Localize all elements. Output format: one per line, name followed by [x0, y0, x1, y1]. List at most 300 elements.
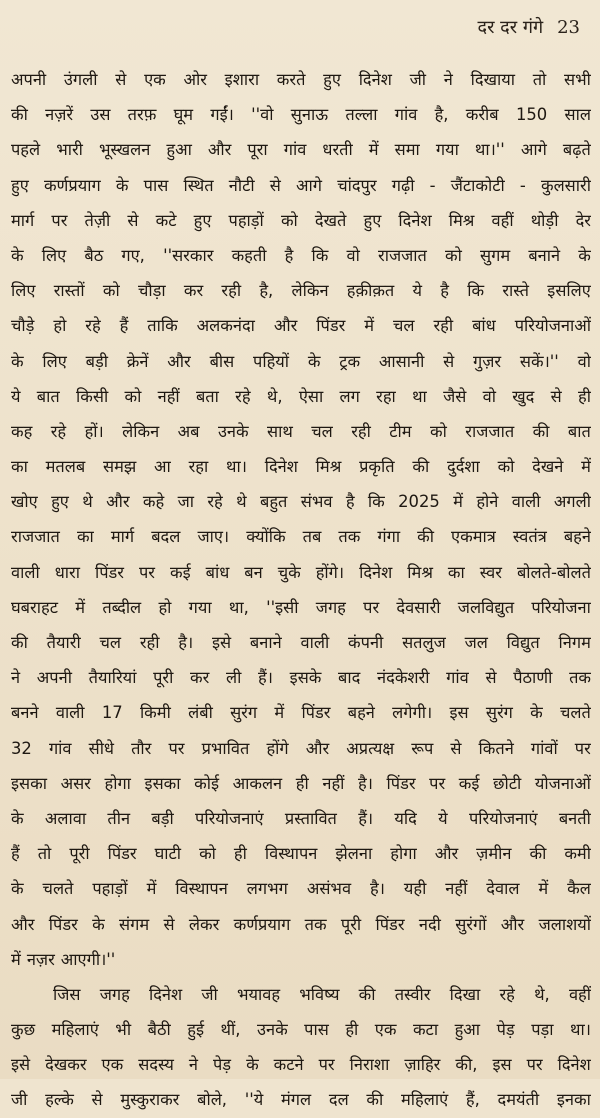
word: होगा: [390, 844, 417, 864]
word: विद्युत: [506, 633, 540, 652]
word: रही: [351, 421, 371, 441]
word: दुर्दशा: [446, 457, 480, 477]
word: ने: [188, 1055, 198, 1075]
word: लेकिन: [122, 421, 160, 441]
text-line: [11, 97, 591, 132]
text-line: [11, 836, 591, 871]
word: पास: [304, 1020, 329, 1040]
word: हल्के: [45, 1090, 74, 1110]
word: वाली: [55, 703, 85, 723]
word: जी: [11, 1090, 28, 1110]
word: में: [538, 879, 549, 899]
word: असंभव: [306, 879, 352, 899]
word: ली: [226, 668, 242, 688]
word: करते: [276, 70, 306, 89]
word: गांवों: [530, 738, 558, 758]
word: बहुत: [259, 492, 288, 512]
word: पास: [143, 175, 169, 195]
word: के: [307, 351, 321, 371]
word: से: [115, 70, 127, 89]
word: रहे: [499, 984, 515, 1004]
word: तैयारियां: [88, 668, 137, 688]
word: पर: [574, 738, 591, 758]
word: चौड़े: [11, 316, 35, 336]
word: कमी: [564, 844, 591, 864]
word: हुए: [363, 210, 382, 230]
word: गुज़र: [473, 351, 502, 371]
word: है।: [358, 773, 373, 793]
word: ''वो: [251, 105, 274, 125]
word: की: [412, 457, 430, 477]
word: रहे: [235, 386, 251, 406]
word: की: [529, 844, 547, 864]
word: कटा: [412, 1020, 439, 1040]
word: भयावह: [236, 984, 281, 1004]
word: राजजात: [378, 245, 427, 265]
word: पर: [318, 1055, 335, 1075]
word: रहा: [376, 386, 396, 406]
word: इसे: [211, 633, 232, 652]
word: कर: [183, 281, 204, 301]
word: सुनाऊ: [290, 105, 329, 125]
word: में: [368, 140, 379, 160]
word: कटने: [273, 1055, 304, 1075]
word: रही: [221, 281, 242, 301]
word: पिंडर: [375, 914, 405, 934]
word: करीब: [465, 105, 499, 125]
word: भविष्य: [299, 984, 340, 1004]
word: रही: [139, 633, 160, 652]
word: में: [146, 879, 157, 899]
word: झेलना: [335, 844, 373, 864]
word: कैल: [567, 879, 591, 899]
word: गए,: [121, 245, 145, 265]
word: रूप: [411, 738, 434, 758]
word: कर्णप्रयाग: [43, 175, 101, 195]
text-line: [11, 731, 591, 766]
word: ये: [438, 808, 448, 828]
word: बैठी: [147, 1020, 171, 1040]
word: के: [11, 245, 24, 265]
word: थे: [236, 492, 247, 512]
word: नौटी: [228, 175, 255, 195]
word: बोलते-बोलते: [516, 562, 591, 582]
word: चौड़ा: [137, 281, 166, 301]
word: आसानी: [378, 351, 425, 371]
word: साल: [564, 105, 591, 125]
word: अलावा: [44, 808, 87, 828]
word: था।: [226, 457, 247, 477]
word: नहीं: [322, 773, 345, 793]
word: जैंटाकोटी: [450, 175, 505, 195]
word: हुए: [193, 210, 212, 230]
word: थे,: [266, 386, 283, 406]
word: ''इसी: [266, 597, 299, 617]
word: जैसे: [443, 386, 467, 406]
word: छोटी: [493, 773, 522, 793]
word: विस्थापन: [264, 844, 318, 864]
word: में: [581, 457, 591, 477]
word: देखने: [532, 457, 564, 477]
word: लिए: [42, 351, 67, 371]
word: दल: [328, 1090, 349, 1110]
word: बहने: [347, 703, 375, 723]
word: स्थित: [183, 175, 214, 195]
word: वो: [577, 351, 591, 371]
word: पहाड़ों: [228, 210, 264, 230]
word: अपनी: [36, 668, 72, 688]
word: आकलन: [232, 773, 283, 793]
text-line: [11, 977, 591, 1012]
word: ही: [345, 1020, 359, 1040]
word: जगह: [315, 597, 346, 617]
word: -: [429, 175, 436, 195]
word: दमयंती: [497, 1090, 540, 1110]
word: कटे: [155, 210, 177, 230]
word: मंगल: [281, 1090, 312, 1110]
word: को: [102, 281, 120, 301]
text-line: [11, 625, 591, 660]
word: बड़ी: [85, 351, 108, 371]
word: की: [11, 105, 28, 125]
word: का: [11, 457, 28, 477]
word: नहीं: [445, 879, 468, 899]
word: किमी: [139, 703, 171, 723]
word: संगम: [119, 914, 150, 934]
word: रहे: [85, 316, 101, 336]
word: प्रकृति: [359, 457, 395, 477]
word: ये: [11, 386, 21, 406]
word: अपनी: [11, 70, 47, 89]
word: आगे: [520, 140, 547, 160]
text-line: [11, 414, 591, 449]
word: लगेगी।: [392, 703, 433, 723]
word: परियोजना: [531, 597, 591, 617]
word: मार्ग: [110, 527, 135, 547]
word: चलते: [42, 879, 74, 899]
word: रही: [433, 316, 454, 336]
word: योजनाओं: [534, 773, 591, 793]
word: गांव: [446, 668, 469, 688]
text-line: [11, 1012, 591, 1047]
word: राजजात: [465, 421, 515, 441]
word: और: [273, 316, 298, 336]
word: होंगे।: [315, 562, 345, 582]
word: हैं: [119, 316, 129, 336]
word: इसे: [11, 1055, 31, 1075]
word: तक: [338, 527, 361, 547]
word: बहने: [563, 527, 591, 547]
word: सुगम: [480, 245, 511, 265]
word: एक: [144, 70, 166, 89]
word: -: [519, 175, 526, 195]
word: कुछ: [11, 1020, 36, 1040]
text-line: [11, 1082, 591, 1117]
word: चलते: [560, 703, 591, 723]
word: जाए।: [197, 527, 230, 547]
word: हो: [158, 597, 172, 617]
word: होगा: [104, 773, 131, 793]
word: इसके: [289, 668, 322, 688]
word: एक: [101, 1055, 124, 1075]
word: इसलिए: [547, 281, 591, 301]
word: को: [199, 844, 216, 864]
word: पहले: [11, 140, 41, 160]
word: मतलब: [45, 457, 86, 477]
word: हुआ: [454, 1020, 481, 1040]
word: बन: [244, 562, 263, 582]
word: ''ये: [244, 1090, 264, 1110]
word: थोड़ी: [530, 210, 559, 230]
word: मिश्र: [315, 457, 342, 477]
word: आगे: [296, 175, 323, 195]
word: अगली: [553, 492, 591, 512]
word: की: [417, 527, 434, 547]
word: पिंडर: [316, 316, 346, 336]
word: जी: [409, 70, 427, 89]
word: की: [366, 1090, 384, 1110]
word: बोले,: [197, 1090, 228, 1110]
word: वाली: [11, 562, 40, 582]
word: पर: [526, 1055, 543, 1075]
word: दिनेश: [148, 984, 183, 1004]
word: पिंडर: [94, 562, 124, 582]
word: आ: [154, 457, 171, 477]
word: हुआ: [166, 140, 192, 160]
word: कह: [11, 421, 33, 441]
word: बैठ: [84, 245, 104, 265]
word: पर: [138, 562, 155, 582]
word: थीं,: [220, 1020, 241, 1040]
word: लेकर: [188, 914, 220, 934]
text-line: [11, 555, 591, 590]
word: लंबी: [188, 703, 213, 723]
word: निराशा: [349, 1055, 390, 1075]
word: अलकनंदा: [196, 316, 255, 336]
word: कहती: [231, 245, 267, 265]
word: संभव: [300, 492, 333, 512]
word: बढ़ते: [562, 140, 591, 160]
word: की,: [455, 1055, 478, 1075]
word: दिखाया: [470, 70, 515, 89]
word: इस: [492, 1055, 512, 1075]
word: सुरंग: [230, 703, 258, 723]
page-number: 23: [557, 16, 580, 38]
word: अप्रत्यक्ष: [346, 738, 395, 758]
word: ऐसा: [298, 386, 324, 406]
word: ने: [11, 668, 21, 688]
word: हैं।: [358, 808, 374, 828]
word: गईं।: [210, 105, 234, 125]
word: पहियों: [253, 351, 290, 371]
word: देवाल: [486, 879, 520, 899]
word: था।'': [474, 140, 505, 160]
word: ताकि: [147, 316, 178, 336]
word: घाटी: [154, 844, 182, 864]
word: और: [167, 351, 191, 371]
word: लग: [339, 386, 360, 406]
word: को: [445, 245, 462, 265]
word: यही: [403, 879, 427, 899]
word: यदि: [394, 808, 417, 828]
word: 32: [11, 738, 32, 758]
word: से: [91, 1090, 103, 1110]
word: समझ: [103, 457, 137, 477]
word: राजजात: [11, 527, 60, 547]
word: पिंडर: [48, 914, 78, 934]
word: सुरंग: [485, 703, 513, 723]
word: पूरी: [340, 914, 362, 934]
word: बीस: [209, 351, 235, 371]
word: को: [124, 386, 142, 406]
word: रहे: [50, 421, 67, 441]
word: और: [11, 914, 35, 934]
word: ज़ाहिर: [404, 1055, 441, 1075]
word: क्योंकि: [246, 527, 286, 547]
word: गांव: [283, 140, 307, 160]
word: पर: [168, 738, 185, 758]
word: अब: [177, 421, 200, 441]
word: तौर: [131, 738, 152, 758]
word: इशारा: [224, 70, 260, 89]
text-line: [11, 484, 591, 519]
word: नंदकेशरी: [377, 668, 430, 688]
text-line: [11, 907, 591, 942]
text-line: [11, 344, 591, 379]
word: इसका: [11, 773, 47, 793]
word: जलविद्युत: [457, 597, 515, 617]
word: के: [246, 1055, 259, 1075]
word: बड़ी: [151, 808, 174, 828]
word: बात: [36, 386, 60, 406]
word: पूरी: [69, 844, 90, 864]
word: हुई: [187, 1020, 205, 1040]
word: हैं।: [258, 668, 273, 688]
text-line: [11, 449, 591, 484]
word: के: [115, 175, 129, 195]
word: लिए: [41, 245, 67, 265]
word: से: [269, 175, 281, 195]
word: गढ़ी: [391, 175, 415, 195]
word: प्रस्तावित: [284, 808, 337, 828]
word: तक: [569, 668, 591, 688]
word: पैठाणी: [513, 668, 553, 688]
word: तब्दील: [102, 597, 142, 617]
word: बनने: [11, 703, 39, 723]
word: असर: [60, 773, 91, 793]
word: इसका: [144, 773, 181, 793]
word: चांदपुर: [337, 175, 377, 195]
word: में: [453, 492, 463, 512]
word: गया: [435, 140, 459, 160]
word: रहे: [207, 492, 223, 512]
text-line: [11, 379, 591, 414]
text-line: [11, 590, 591, 625]
word: पहाड़ों: [92, 879, 128, 899]
word: गांव: [394, 105, 418, 125]
word: की: [532, 421, 550, 441]
word: बांध: [205, 562, 230, 582]
word: कि: [467, 281, 485, 301]
word: तो: [37, 844, 52, 864]
word: सुरंगों: [455, 914, 487, 934]
word: कुलसारी: [540, 175, 591, 195]
word: हैं: [11, 844, 20, 864]
word: टीम: [389, 421, 412, 441]
text-line: [11, 132, 591, 167]
text-line: [11, 1047, 591, 1082]
word: बता: [195, 386, 219, 406]
word: गया: [188, 597, 212, 617]
word: पड़ा: [531, 1020, 554, 1040]
word: बाद: [338, 668, 361, 688]
word: बनती: [558, 808, 591, 828]
word: दिनेश: [264, 457, 298, 477]
word: ने: [443, 70, 453, 89]
word: ये: [412, 281, 423, 301]
body-text: [11, 62, 591, 1118]
word: कई: [458, 773, 480, 793]
word: चल: [311, 421, 333, 441]
word: तेज़ी: [84, 210, 111, 230]
word: कहे: [142, 492, 165, 512]
word: है: [440, 281, 449, 301]
word: तीन: [107, 808, 131, 828]
word: तैयारी: [46, 633, 81, 652]
word: पर: [51, 210, 68, 230]
word: बदल: [151, 527, 181, 547]
word: दिनेश: [358, 70, 392, 89]
word: लेकिन: [291, 281, 329, 301]
word: से: [485, 668, 497, 688]
word: है।: [370, 879, 385, 899]
word: देखते: [314, 210, 347, 230]
word: वो: [482, 386, 496, 406]
word: के: [11, 879, 24, 899]
text-line: [11, 942, 591, 977]
text-line: [11, 62, 591, 97]
word: था।: [570, 1020, 591, 1040]
word: चल: [393, 316, 415, 336]
word: होने: [476, 492, 499, 512]
word: सभी: [564, 70, 591, 89]
word: रास्ते: [502, 281, 530, 301]
word: समा: [394, 140, 420, 160]
word: बनाने: [528, 245, 561, 265]
word: उनके: [256, 1020, 288, 1040]
word: पर: [429, 773, 446, 793]
word: को: [497, 457, 515, 477]
word: कई: [169, 562, 191, 582]
word: विस्थापन: [175, 879, 228, 899]
word: घबराहट: [11, 597, 58, 617]
word: ही: [233, 844, 247, 864]
text-line: [11, 273, 591, 308]
text-line: [11, 871, 591, 906]
word: 150: [515, 105, 548, 125]
word: जलाशयों: [538, 914, 591, 934]
word: 17: [101, 703, 123, 723]
word: घूम: [173, 105, 194, 125]
word: तस्वीर: [394, 984, 431, 1004]
word: कि: [311, 245, 329, 265]
word: 2025: [398, 492, 440, 512]
word: से: [550, 386, 562, 406]
word: सकें।'': [519, 351, 559, 371]
word: महिलाएं: [51, 1020, 99, 1040]
text-line: [11, 168, 591, 203]
word: खोए: [11, 492, 38, 512]
